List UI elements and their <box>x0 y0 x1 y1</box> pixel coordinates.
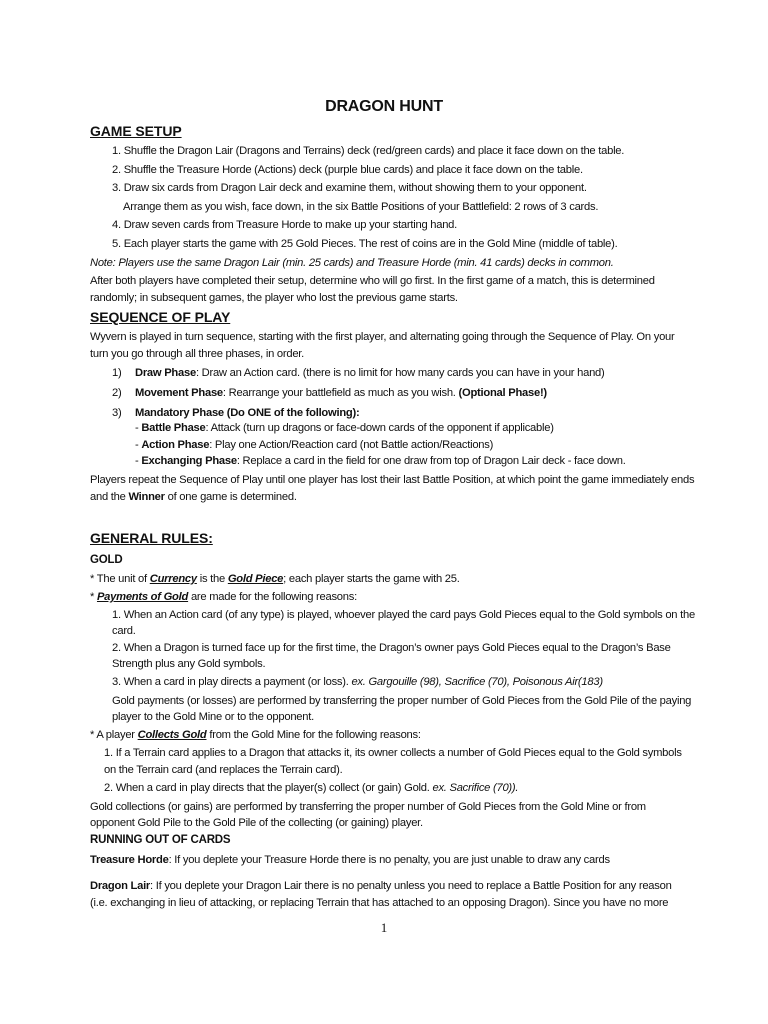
repeat-text-c: of one game is determined. <box>164 491 297 503</box>
collect-reason-2-example: ex. Sacrifice (70)). <box>432 782 519 794</box>
gold-collections-line-1: Gold collections (or gains) are performed by transferring the proper number of Gold Pieces from the Gold Mine or from <box>90 801 646 813</box>
payment-reason-2-cont: Strength plus any Gold symbols. <box>112 658 266 670</box>
exchanging-phase-text: : Replace a card in the field for one draw from top of Dragon Lair deck - face down. <box>236 455 626 467</box>
movement-phase-label: Movement Phase <box>135 387 223 399</box>
sequence-intro-line-2: turn you go through all three phases, in order. <box>90 348 305 360</box>
repeat-line-1: Players repeat the Sequence of Play until one player has lost their last Battle Position, at which point the game immediately ends <box>90 474 695 486</box>
dragon-lair-rule <box>90 879 672 893</box>
currency-line <box>90 572 460 586</box>
draw-phase-label: Draw Phase <box>135 367 196 379</box>
setup-step-4: 4. Draw seven cards from Treasure Horde to make up your starting hand. <box>112 219 458 231</box>
payment-reason-3-text: 3. When a card in play directs a payment (or loss). <box>112 676 352 688</box>
gold-piece-term: Gold Piece <box>227 573 284 585</box>
setup-after-line-2: randomly; in subsequent games, the player who lost the previous game starts. <box>90 292 458 304</box>
game-setup-heading: GAME SETUP <box>90 123 182 139</box>
payment-reason-1-cont: card. <box>112 625 136 637</box>
setup-after-line-1: After both players have completed their setup, determine who will go first. In the first game of a match, this is determined <box>90 275 655 287</box>
repeat-text-a: and the <box>90 491 129 503</box>
collects-text-c: from the Gold Mine for the following reasons: <box>206 729 421 741</box>
action-phase-label: Action Phase <box>141 439 210 451</box>
battle-phase-text: : Attack (turn up dragons or face-down cards of the opponent if applicable) <box>205 422 554 434</box>
collects-gold-term: Collects Gold <box>137 729 207 741</box>
setup-step-3-cont: Arrange them as you wish, face down, in the six Battle Positions of your Battlefield: 2 rows of 3 cards. <box>123 201 599 213</box>
gold-collections-line-2: opponent Gold Pile to the Gold Pile of the collecting (or gaining) player. <box>90 817 423 829</box>
draw-phase-text: : Draw an Action card. (there is no limit for how many cards you can have in your hand) <box>195 367 605 379</box>
mandatory-phase-label: Mandatory Phase <box>135 407 224 419</box>
sequence-heading: SEQUENCE OF PLAY <box>90 309 231 325</box>
repeat-line-2 <box>90 490 297 504</box>
treasure-horde-rule <box>90 853 610 867</box>
dragon-lair-label: Dragon Lair <box>90 880 151 892</box>
exchanging-phase-item <box>135 454 626 468</box>
payment-reason-3 <box>112 675 603 689</box>
dragon-lair-text: : If you deplete your Dragon Lair there is no penalty unless you need to replace a Battle Position for any reason <box>150 880 672 892</box>
setup-note: Note: Players use the same Dragon Lair (min. 25 cards) and Treasure Horde (min. 41 cards) decks in common. <box>90 257 614 269</box>
draw-phase-item <box>135 366 605 380</box>
payment-reason-2: 2. When a Dragon is turned face up for the first time, the Dragon’s owner pays Gold Pieces equal to the Dragon’s Base <box>112 642 671 654</box>
exchanging-phase-label: Exchanging Phase <box>141 455 237 467</box>
currency-text-e: ; each player starts the game with 25. <box>283 573 460 585</box>
mandatory-phase-text: (Do ONE of the following): <box>223 407 360 419</box>
payment-reason-1: 1. When an Action card (of any type) is played, whoever played the card pays Gold Pieces equal to the Gold symbols on the <box>112 609 695 621</box>
setup-step-3: 3. Draw six cards from Dragon Lair deck and examine them, without showing them to your opponent. <box>112 182 587 194</box>
gold-payments-line-1: Gold payments (or losses) are performed by transferring the proper number of Gold Pieces from the Gold Pile of the paying <box>112 695 692 707</box>
running-out-heading: RUNNING OUT OF CARDS <box>90 834 231 846</box>
collects-line <box>90 728 421 742</box>
setup-step-1: 1. Shuffle the Dragon Lair (Dragons and Terrains) deck (red/green cards) and place it face down on the table. <box>112 145 625 157</box>
gold-payments-line-2: player to the Gold Mine or to the opponent. <box>112 711 314 723</box>
mandatory-phase-item <box>135 406 359 420</box>
exchanging-phase-dash: - <box>135 455 142 467</box>
action-phase-item <box>135 438 493 452</box>
payments-term: Payments of Gold <box>96 591 189 603</box>
action-phase-text: : Play one Action/Reaction card (not Battle action/Reactions) <box>209 439 494 451</box>
sequence-intro-line-1: Wyvern is played in turn sequence, starting with the first player, and alternating going through the Sequence of Play. On your <box>90 331 675 343</box>
collect-reason-1: 1. If a Terrain card applies to a Dragon that attacks it, its owner collects a number of Gold Pieces equal to the Gold symbols <box>104 747 682 759</box>
treasure-horde-text: : If you deplete your Treasure Horde there is no penalty, you are just unable to draw any cards <box>168 854 610 866</box>
payment-reason-3-examples: ex. Gargouille (98), Sacrifice (70), Poisonous Air(183) <box>351 676 603 688</box>
treasure-horde-label: Treasure Horde <box>90 854 169 866</box>
payments-text: are made for the following reasons: <box>188 591 357 603</box>
collect-reason-2 <box>104 781 518 795</box>
battle-phase-label: Battle Phase <box>141 422 206 434</box>
action-phase-dash: - <box>135 439 142 451</box>
page-title: DRAGON HUNT <box>325 98 443 115</box>
phase-number-3: 3) <box>112 407 122 419</box>
movement-phase-optional: (Optional Phase!) <box>458 387 547 399</box>
battle-phase-dash: - <box>135 422 142 434</box>
dragon-lair-rule-cont: (i.e. exchanging in lieu of attacking, or replacing Terrain that has attached to an opposing Dragon). Since you have no more <box>90 897 669 909</box>
payments-line <box>90 590 357 604</box>
phase-number-1: 1) <box>112 367 122 379</box>
setup-step-5: 5. Each player starts the game with 25 Gold Pieces. The rest of coins are in the Gold Mine (middle of table). <box>112 238 618 250</box>
phase-number-2: 2) <box>112 387 122 399</box>
general-rules-heading: GENERAL RULES: <box>90 530 213 546</box>
movement-phase-text: : Rearrange your battlefield as much as you wish. <box>222 387 459 399</box>
setup-step-2: 2. Shuffle the Treasure Horde (Actions) deck (purple blue cards) and place it face down on the table. <box>112 164 583 176</box>
currency-text-c: is the <box>196 573 228 585</box>
collects-text-a: * A player <box>90 729 138 741</box>
battle-phase-item <box>135 421 554 435</box>
winner-term: Winner <box>128 491 165 503</box>
currency-text-a: * The unit of <box>90 573 150 585</box>
collect-reason-1-cont: on the Terrain card (and replaces the Terrain card). <box>104 764 343 776</box>
collect-reason-2-text: 2. When a card in play directs that the player(s) collect (or gain) Gold. <box>104 782 433 794</box>
currency-term: Currency <box>149 573 197 585</box>
page-number: 1 <box>380 920 388 935</box>
payments-bullet: * <box>90 591 97 603</box>
movement-phase-item <box>135 386 547 400</box>
gold-heading: GOLD <box>90 554 123 566</box>
